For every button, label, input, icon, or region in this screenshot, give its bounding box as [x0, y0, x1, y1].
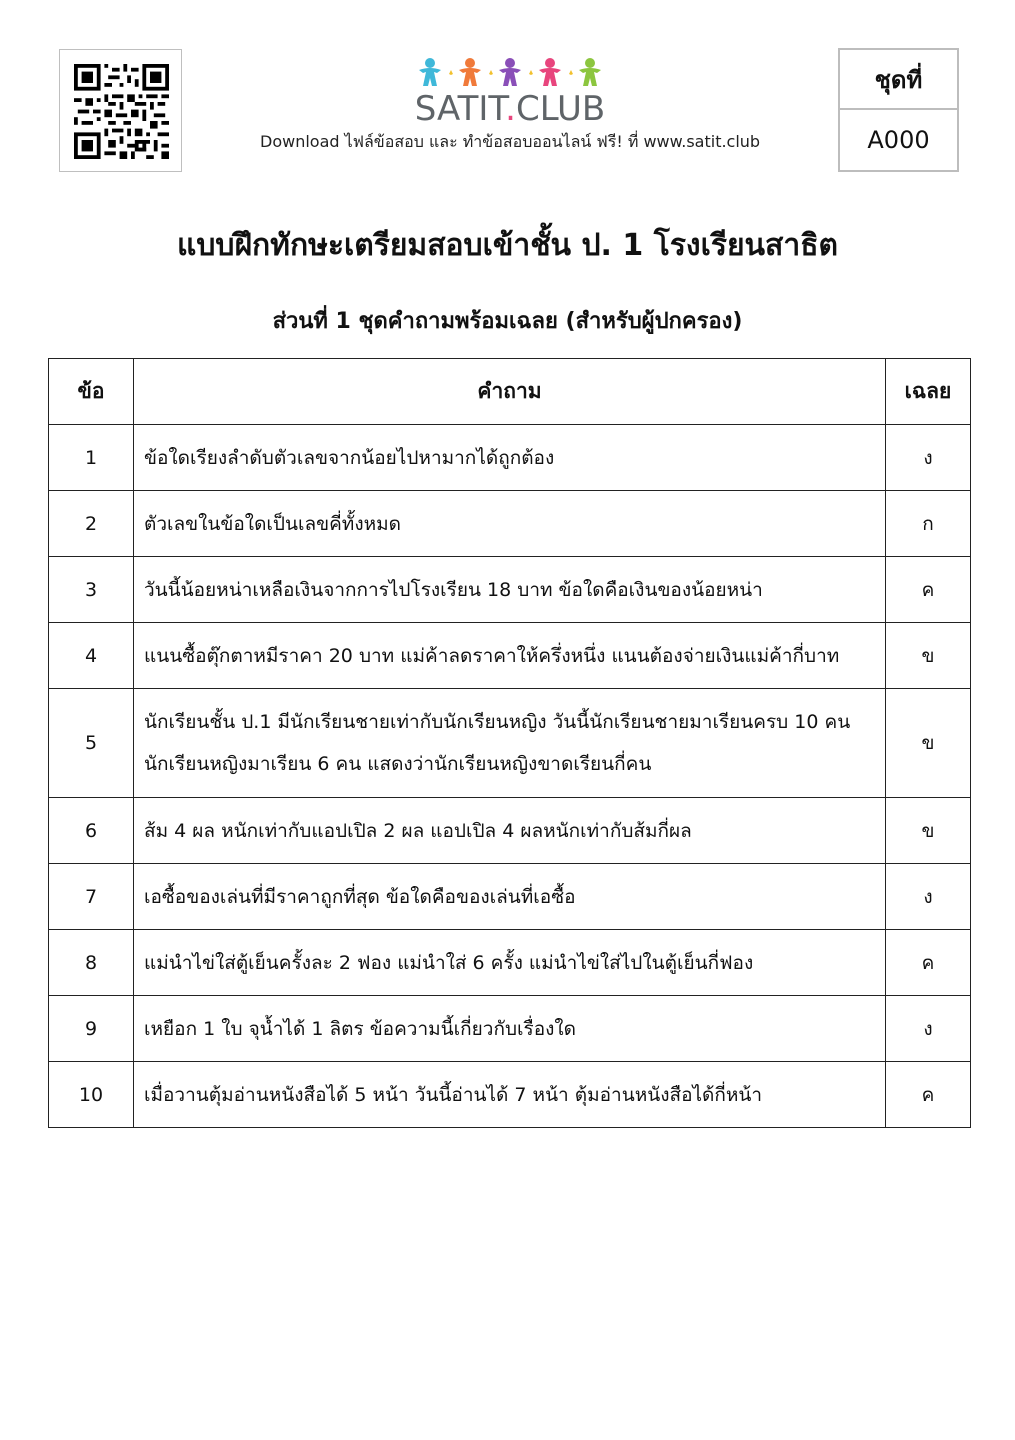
row-answer: ง	[886, 425, 971, 491]
table-row	[49, 689, 971, 798]
row-question: แม่นำไข่ใส่ตู้เย็นครั้งละ 2 ฟอง แม่นำใส่ 6 ครั้ง แม่นำไข่ใส่ไปในตู้เย็นกี่ฟอง	[134, 930, 886, 996]
row-question: ตัวเลขในข้อใดเป็นเลขคี่ทั้งหมด	[134, 491, 886, 557]
kids-figures-icon	[415, 56, 605, 92]
row-answer: ค	[886, 930, 971, 996]
row-number: 2	[49, 491, 134, 557]
qr-code	[59, 49, 182, 172]
set-value: A000	[867, 126, 930, 154]
table-row	[49, 996, 971, 1062]
answer-table	[48, 358, 971, 1128]
column-header-question: คำถาม	[134, 359, 886, 425]
logo-wordmark	[260, 90, 760, 128]
page-title: แบบฝึกทักษะเตรียมสอบเข้าชั้น ป. 1 โรงเรียนสาธิต	[177, 228, 838, 263]
table-row	[49, 425, 971, 491]
row-answer: ก	[886, 491, 971, 557]
row-number: 6	[49, 798, 134, 864]
row-number: 7	[49, 864, 134, 930]
row-question: เอซื้อของเล่นที่มีราคาถูกที่สุด ข้อใดคือของเล่นที่เอซื้อ	[134, 864, 886, 930]
row-answer: ง	[886, 864, 971, 930]
row-answer: ง	[886, 996, 971, 1062]
table-row	[49, 930, 971, 996]
row-answer: ข	[886, 798, 971, 864]
logo-figures-icon	[260, 56, 760, 92]
section-subtitle: ส่วนที่ 1 ชุดคำถามพร้อมเฉลย (สำหรับผู้ปกครอง)	[272, 309, 743, 334]
row-number: 9	[49, 996, 134, 1062]
row-answer: ข	[886, 689, 971, 798]
row-question: ส้ม 4 ผล หนักเท่ากับแอปเปิล 2 ผล แอปเปิล 4 ผลหนักเท่ากับส้มกี่ผล	[134, 798, 886, 864]
row-number: 8	[49, 930, 134, 996]
row-question: แนนซื้อตุ๊กตาหมีราคา 20 บาท แม่ค้าลดราคาให้ครึ่งหนึ่ง แนนต้องจ่ายเงินแม่ค้ากี่บาท	[134, 623, 886, 689]
logo-text-satit: SATIT	[414, 89, 506, 129]
row-question: เหยือก 1 ใบ จุน้ำได้ 1 ลิตร ข้อความนี้เกี่ยวกับเรื่องใด	[134, 996, 886, 1062]
column-header-answer: เฉลย	[886, 359, 971, 425]
row-number: 3	[49, 557, 134, 623]
row-question: เมื่อวานตุ้มอ่านหนังสือได้ 5 หน้า วันนี้อ่านได้ 7 หน้า ตุ้มอ่านหนังสือได้กี่หน้า	[134, 1062, 886, 1128]
column-header-number: ข้อ	[49, 359, 134, 425]
table-header-row	[49, 359, 971, 425]
table-row	[49, 491, 971, 557]
table-row	[49, 864, 971, 930]
row-number: 1	[49, 425, 134, 491]
row-number: 4	[49, 623, 134, 689]
logo-text-club: CLUB	[515, 89, 606, 129]
row-answer: ค	[886, 1062, 971, 1128]
row-question: นักเรียนชั้น ป.1 มีนักเรียนชายเท่ากับนักเรียนหญิง วันนี้นักเรียนชายมาเรียนครบ 10 คน นักเรียนหญิงมาเรียน 6 คน แสดงว่านักเรียนหญิงขาดเรียนกี่คน	[134, 689, 886, 798]
set-number-box	[838, 48, 959, 172]
qr-code-icon	[74, 64, 169, 159]
row-question: วันนี้น้อยหน่าเหลือเงินจากการไปโรงเรียน 18 บาท ข้อใดคือเงินของน้อยหน่า	[134, 557, 886, 623]
site-logo	[260, 56, 760, 155]
set-label: ชุดที่	[840, 50, 957, 110]
table-row	[49, 557, 971, 623]
row-answer: ค	[886, 557, 971, 623]
download-tagline: Download ไฟล์ข้อสอบ และ ทำข้อสอบออนไลน์ ฟรี! ที่ www.satit.club	[260, 132, 761, 151]
row-question: ข้อใดเรียงลำดับตัวเลขจากน้อยไปหามากได้ถูกต้อง	[134, 425, 886, 491]
row-answer: ข	[886, 623, 971, 689]
table-row	[49, 1062, 971, 1128]
row-number: 5	[49, 689, 134, 798]
table-row	[49, 623, 971, 689]
logo-dot: .	[505, 89, 516, 129]
table-row	[49, 798, 971, 864]
row-number: 10	[49, 1062, 134, 1128]
